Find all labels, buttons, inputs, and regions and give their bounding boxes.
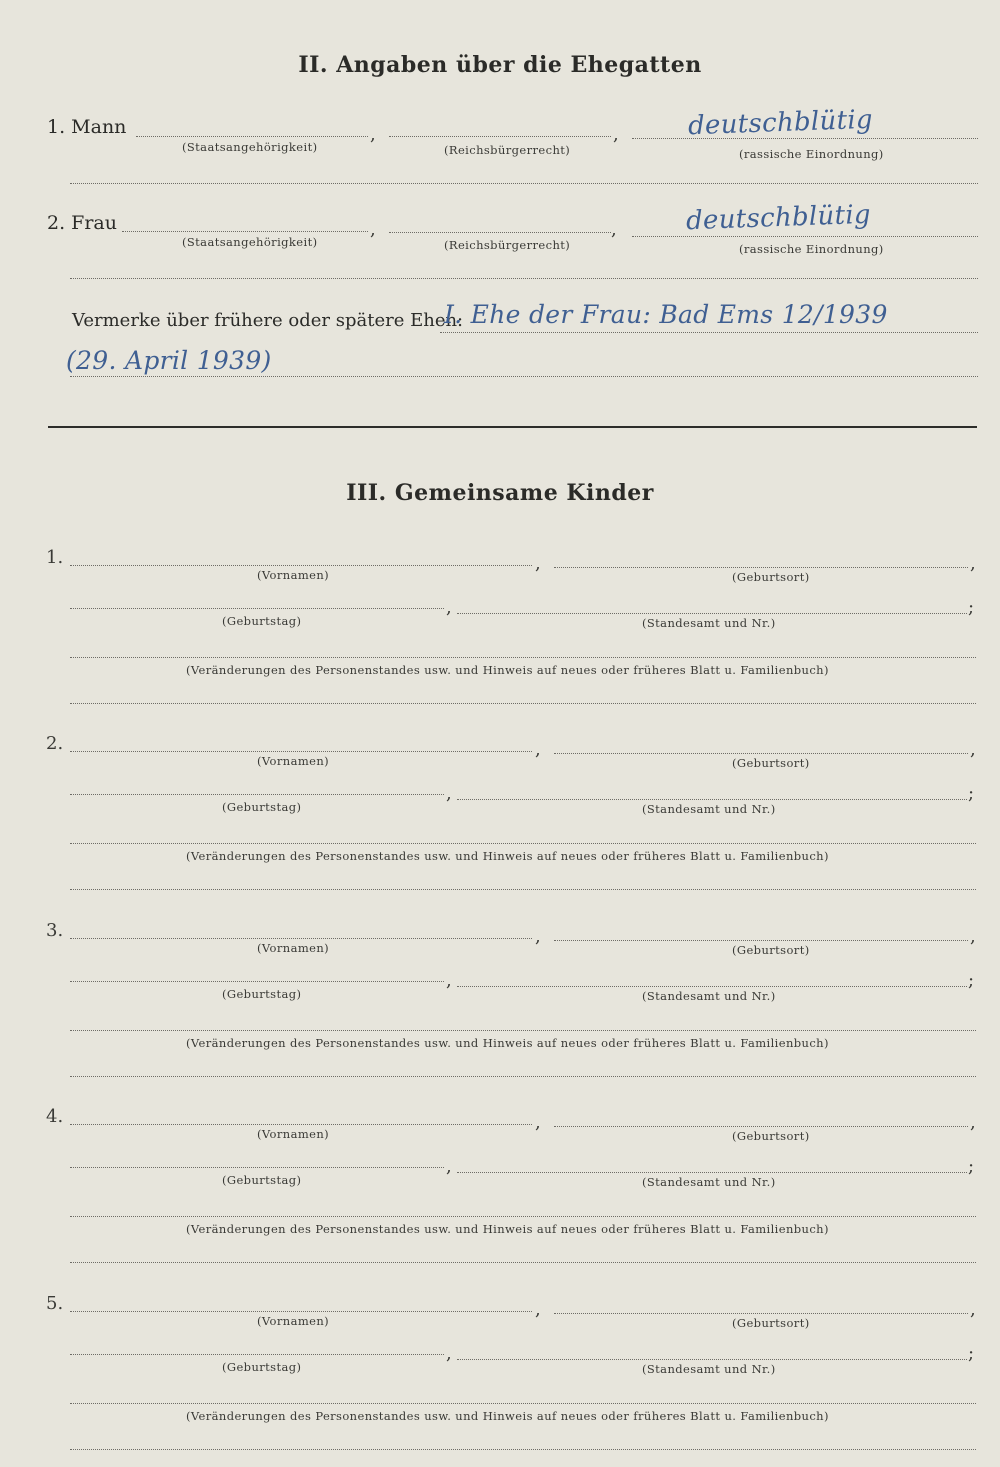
mann-reichsbuergerrecht-caption: (Reichsbürgerrecht) bbox=[444, 143, 571, 157]
semicolon: ; bbox=[968, 1156, 975, 1177]
vermerke-field-line2[interactable] bbox=[70, 376, 978, 377]
child-standesamt-field[interactable] bbox=[457, 613, 967, 614]
comma: , bbox=[970, 926, 976, 947]
comma: , bbox=[613, 124, 619, 145]
child-number: 4. bbox=[46, 1106, 64, 1127]
child-geburtsort-field[interactable] bbox=[554, 940, 968, 941]
child-vornamen-field[interactable] bbox=[70, 938, 532, 939]
child-veraenderungen-field[interactable] bbox=[70, 1216, 976, 1217]
frau-staatsangehoerigkeit-field[interactable] bbox=[122, 231, 368, 232]
frau-staatsangehoerigkeit-caption: (Staatsangehörigkeit) bbox=[182, 235, 318, 249]
frau-einordnung-caption: (rassische Einordnung) bbox=[739, 242, 884, 256]
comma: , bbox=[535, 1299, 541, 1320]
child-standesamt-caption: (Standesamt und Nr.) bbox=[642, 1175, 776, 1189]
child-geburtsort-field[interactable] bbox=[554, 567, 968, 568]
child-standesamt-field[interactable] bbox=[457, 799, 967, 800]
child-vornamen-caption: (Vornamen) bbox=[257, 941, 330, 955]
frau-label: 2. Frau bbox=[47, 212, 117, 234]
comma: , bbox=[970, 1299, 976, 1320]
comma: , bbox=[446, 1156, 452, 1177]
comma: , bbox=[611, 219, 617, 240]
child-geburtstag-caption: (Geburtstag) bbox=[222, 1360, 302, 1374]
child-geburtsort-caption: (Geburtsort) bbox=[732, 1316, 810, 1330]
child-geburtstag-caption: (Geburtstag) bbox=[222, 987, 302, 1001]
mann-einordnung-caption: (rassische Einordnung) bbox=[739, 147, 884, 161]
child-veraenderungen-field[interactable] bbox=[70, 1403, 976, 1404]
child-vornamen-field[interactable] bbox=[70, 751, 532, 752]
vermerke-handwriting-line2: (29. April 1939) bbox=[66, 346, 272, 375]
child-geburtstag-caption: (Geburtstag) bbox=[222, 1173, 302, 1187]
comma: , bbox=[535, 926, 541, 947]
child-geburtsort-field[interactable] bbox=[554, 753, 968, 754]
section-iii-heading: III. Gemeinsame Kinder bbox=[346, 480, 654, 506]
mann-einordnung-handwriting: deutschblütig bbox=[687, 104, 874, 142]
mann-reichsbuergerrecht-field[interactable] bbox=[389, 136, 611, 137]
comma: , bbox=[446, 597, 452, 618]
comma: , bbox=[970, 1112, 976, 1133]
semicolon: ; bbox=[968, 783, 975, 804]
child-geburtstag-caption: (Geburtstag) bbox=[222, 800, 302, 814]
child-vornamen-field[interactable] bbox=[70, 1124, 532, 1125]
child-geburtstag-caption: (Geburtstag) bbox=[222, 614, 302, 628]
child-veraenderungen-field[interactable] bbox=[70, 843, 976, 844]
vermerke-field-line1[interactable] bbox=[440, 332, 978, 333]
child-extra-line[interactable] bbox=[70, 889, 976, 890]
comma: , bbox=[535, 553, 541, 574]
vermerke-label: Vermerke über frühere oder spätere Ehen: bbox=[72, 310, 464, 331]
comma: , bbox=[970, 553, 976, 574]
child-vornamen-field[interactable] bbox=[70, 1311, 532, 1312]
child-vornamen-caption: (Vornamen) bbox=[257, 1314, 330, 1328]
child-standesamt-caption: (Standesamt und Nr.) bbox=[642, 1362, 776, 1376]
semicolon: ; bbox=[968, 1343, 975, 1364]
child-geburtstag-field[interactable] bbox=[70, 608, 444, 609]
section-divider bbox=[48, 426, 977, 428]
comma: , bbox=[446, 783, 452, 804]
child-veraenderungen-caption: (Veränderungen des Personenstandes usw. und Hinweis auf neues oder früheres Blatt u. Familienbuch) bbox=[186, 849, 829, 863]
mann-einordnung-field[interactable] bbox=[632, 138, 978, 139]
child-standesamt-caption: (Standesamt und Nr.) bbox=[642, 802, 776, 816]
child-geburtstag-field[interactable] bbox=[70, 1167, 444, 1168]
frau-einordnung-field[interactable] bbox=[632, 236, 978, 237]
child-geburtsort-caption: (Geburtsort) bbox=[732, 1129, 810, 1143]
child-standesamt-field[interactable] bbox=[457, 1172, 967, 1173]
child-veraenderungen-caption: (Veränderungen des Personenstandes usw. und Hinweis auf neues oder früheres Blatt u. Familienbuch) bbox=[186, 663, 829, 677]
frau-reichsbuergerrecht-caption: (Reichsbürgerrecht) bbox=[444, 238, 571, 252]
comma: , bbox=[535, 739, 541, 760]
child-vornamen-caption: (Vornamen) bbox=[257, 1127, 330, 1141]
semicolon: ; bbox=[968, 597, 975, 618]
child-veraenderungen-caption: (Veränderungen des Personenstandes usw. und Hinweis auf neues oder früheres Blatt u. Familienbuch) bbox=[186, 1036, 829, 1050]
vermerke-handwriting-line1: I. Ehe der Frau: Bad Ems 12/1939 bbox=[444, 300, 888, 329]
comma: , bbox=[370, 124, 376, 145]
child-veraenderungen-caption: (Veränderungen des Personenstandes usw. und Hinweis auf neues oder früheres Blatt u. Familienbuch) bbox=[186, 1409, 829, 1423]
comma: , bbox=[446, 970, 452, 991]
child-geburtsort-field[interactable] bbox=[554, 1313, 968, 1314]
child-extra-line[interactable] bbox=[70, 1449, 976, 1450]
child-geburtsort-field[interactable] bbox=[554, 1126, 968, 1127]
semicolon: ; bbox=[968, 970, 975, 991]
mann-staatsangehoerigkeit-field[interactable] bbox=[136, 136, 368, 137]
frau-reichsbuergerrecht-field[interactable] bbox=[389, 232, 611, 233]
child-vornamen-caption: (Vornamen) bbox=[257, 568, 330, 582]
child-standesamt-caption: (Standesamt und Nr.) bbox=[642, 989, 776, 1003]
child-veraenderungen-caption: (Veränderungen des Personenstandes usw. und Hinweis auf neues oder früheres Blatt u. Familienbuch) bbox=[186, 1222, 829, 1236]
child-geburtsort-caption: (Geburtsort) bbox=[732, 570, 810, 584]
child-number: 1. bbox=[46, 547, 64, 568]
section-ii-heading: II. Angaben über die Ehegatten bbox=[298, 52, 702, 78]
child-veraenderungen-field[interactable] bbox=[70, 1030, 976, 1031]
child-geburtsort-caption: (Geburtsort) bbox=[732, 756, 810, 770]
child-geburtstag-field[interactable] bbox=[70, 1354, 444, 1355]
mann-staatsangehoerigkeit-caption: (Staatsangehörigkeit) bbox=[182, 140, 318, 154]
child-standesamt-field[interactable] bbox=[457, 986, 967, 987]
comma: , bbox=[970, 739, 976, 760]
frau-einordnung-handwriting: deutschblütig bbox=[685, 199, 872, 237]
child-veraenderungen-field[interactable] bbox=[70, 657, 976, 658]
child-vornamen-caption: (Vornamen) bbox=[257, 754, 330, 768]
child-number: 3. bbox=[46, 920, 64, 941]
frau-extra-line[interactable] bbox=[70, 278, 978, 279]
mann-label: 1. Mann bbox=[47, 116, 127, 138]
child-geburtstag-field[interactable] bbox=[70, 794, 444, 795]
child-vornamen-field[interactable] bbox=[70, 565, 532, 566]
child-extra-line[interactable] bbox=[70, 1262, 976, 1263]
comma: , bbox=[446, 1343, 452, 1364]
comma: , bbox=[535, 1112, 541, 1133]
mann-extra-line[interactable] bbox=[70, 183, 978, 184]
child-standesamt-field[interactable] bbox=[457, 1359, 967, 1360]
child-extra-line[interactable] bbox=[70, 1076, 976, 1077]
child-extra-line[interactable] bbox=[70, 703, 976, 704]
child-number: 5. bbox=[46, 1293, 64, 1314]
child-standesamt-caption: (Standesamt und Nr.) bbox=[642, 616, 776, 630]
comma: , bbox=[370, 219, 376, 240]
child-number: 2. bbox=[46, 733, 64, 754]
child-geburtsort-caption: (Geburtsort) bbox=[732, 943, 810, 957]
child-geburtstag-field[interactable] bbox=[70, 981, 444, 982]
